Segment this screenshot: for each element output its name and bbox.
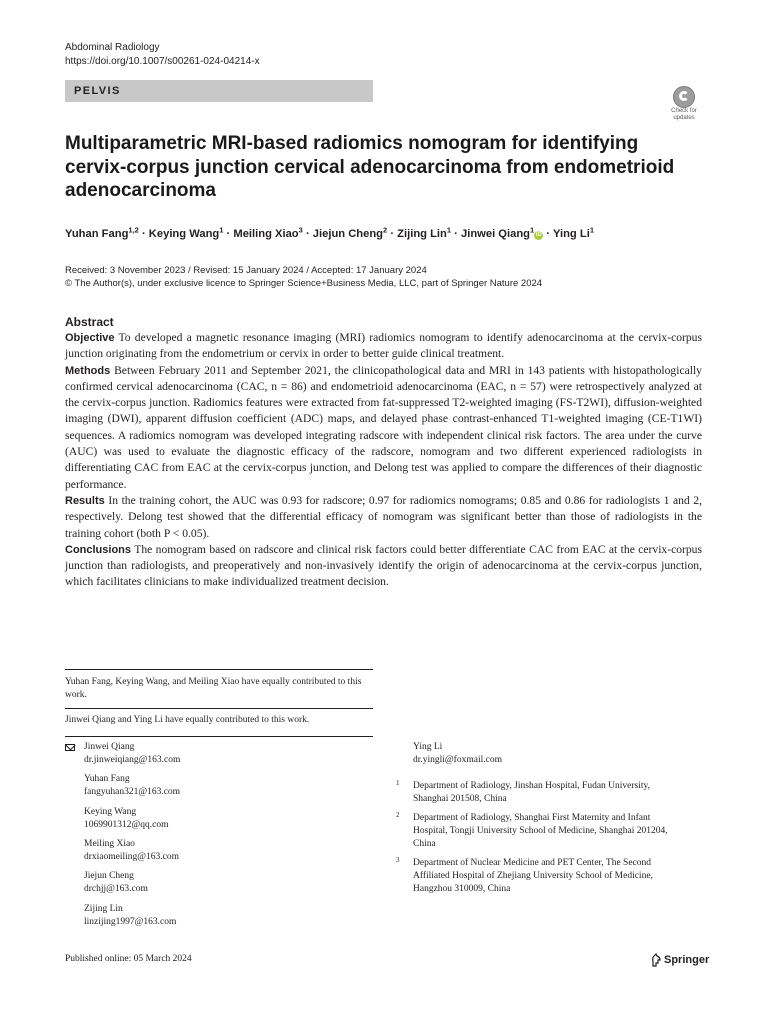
contact-email[interactable]: linzijing1997@163.com (84, 917, 177, 927)
contact-entry (84, 838, 179, 864)
author-separator: · (390, 228, 395, 240)
abstract-conclusions (65, 542, 702, 591)
author-separator: · (141, 228, 146, 240)
doi-link[interactable]: https://doi.org/10.1007/s00261-024-04214-x (65, 56, 260, 67)
contact-name: Yuhan Fang (84, 774, 130, 784)
objective-label: Objective (65, 332, 115, 344)
affiliation-number: 2 (396, 811, 400, 819)
published-date: Published online: 05 March 2024 (65, 954, 192, 964)
author-separator: · (546, 228, 551, 240)
author-name[interactable]: Ying Li (552, 228, 590, 240)
article-dates: Received: 3 November 2023 / Revised: 15 January 2024 / Accepted: 17 January 2024 (65, 265, 427, 276)
article-title: Multiparametric MRI-based radiomics nomogram for identifying cervix-corpus junction cervical adenocarcinoma from endometrioid adenocarcinoma (65, 133, 675, 201)
affiliation-number: 1 (396, 779, 400, 787)
results-text: In the training cohort, the AUC was 0.93 for radscore; 0.97 for radiomics nomograms; 0.85 and 0.86 for radiologists 1 and 2, respectively. Delong test showed that the differential efficacy of nomogram was significant better than those of radiologists in the training cohort (both P < 0.05). (65, 493, 702, 540)
contact-entry (84, 773, 180, 799)
contact-entry (413, 741, 502, 767)
author-separator: · (305, 228, 310, 240)
contact-email[interactable]: dr.jinweiqiang@163.com (84, 755, 181, 765)
abstract-methods (65, 363, 702, 493)
author-affiliation-ref: 1,2 (128, 225, 139, 235)
contact-name: Jiejun Cheng (84, 871, 134, 881)
contact-name: Jinwei Qiang (84, 742, 135, 752)
abstract-objective (65, 330, 702, 363)
contact-entry (84, 806, 168, 832)
contact-entry (84, 870, 148, 896)
contact-name: Keying Wang (84, 807, 137, 817)
footnote-divider (65, 708, 373, 709)
author-name[interactable]: Yuhan Fang (65, 228, 129, 240)
journal-name: Abdominal Radiology (65, 42, 160, 53)
footnote-divider (65, 736, 373, 737)
author-name[interactable]: Zijing Lin (397, 228, 447, 240)
contact-email[interactable]: drchjj@163.com (84, 884, 148, 894)
check-for-updates-label: Check for updates (671, 108, 697, 121)
footnote-divider (65, 669, 373, 670)
contact-email[interactable]: dr.yingli@foxmail.com (413, 755, 502, 765)
author-name[interactable]: Keying Wang (148, 228, 220, 240)
author-affiliation-ref: 2 (383, 225, 388, 235)
author-separator: · (454, 228, 458, 240)
section-label: PELVIS (74, 85, 121, 97)
abstract-heading: Abstract (65, 315, 114, 329)
orcid-icon[interactable]: iD (535, 232, 542, 238)
equal-contribution-note: Jinwei Qiang and Ying Li have equally contributed to this work. (65, 715, 310, 725)
author-affiliation-ref: 1 (589, 225, 594, 235)
results-label: Results (65, 494, 105, 507)
contact-entry (84, 741, 180, 767)
conclusions-text: The nomogram based on radscore and clinical risk factors could better differentiate CAC from EAC at the cervix-corpus junction than radiologists, and preoperatively and non-invasively identify the origin of adenocarcinoma at the cervix-corpus junction, which facilitates clinicians to make individualized treatment decision. (65, 542, 702, 589)
contact-name: Zijing Lin (84, 904, 123, 914)
copyright-notice: © The Author(s), under exclusive licence to Springer Science+Business Media, LLC, part of Springer Nature 2024 (65, 278, 543, 289)
envelope-icon (65, 744, 75, 751)
author-affiliation-ref: 1 (530, 225, 535, 235)
objective-text: To developed a magnetic resonance imaging (MRI) radiomics nomogram to identify adenocarcinoma at the cervix-corpus junction originating from the endometrium or cervix in order to better guide clinical treatment. (65, 331, 702, 361)
contact-entry (84, 903, 176, 929)
contact-email[interactable]: fangyuhan321@163.com (84, 787, 181, 797)
contact-name: Ying Li (413, 742, 443, 752)
affiliation-text: Department of Radiology, Jinshan Hospital, Fudan University, Shanghai 201508, China (413, 781, 651, 804)
publisher-name: Springer (664, 954, 710, 966)
conclusions-label: Conclusions (65, 543, 132, 556)
contact-name: Meiling Xiao (84, 839, 135, 849)
author-affiliation-ref: 1 (446, 225, 452, 235)
author-name[interactable]: Meiling Xiao (233, 228, 299, 240)
affiliation-text: Department of Radiology, Shanghai First Maternity and Infant Hospital, Tongji University School of Medicine, Shanghai 201204, China (413, 813, 668, 849)
methods-label: Methods (65, 364, 111, 377)
affiliation-text: Department of Nuclear Medicine and PET Center, The Second Affiliated Hospital of Zhejiang University School of Medicine, Hangzhou 310009, China (413, 858, 653, 894)
author-separator: · (226, 228, 231, 240)
contact-email[interactable]: 1069901312@qq.com (84, 820, 169, 830)
methods-text: Between February 2011 and September 2021, the clinicopathological data and MRI in 143 patients with histopathologically confirmed cervical adenocarcinoma (CAC, n = 86) and endometrioid adenocarcinoma (EAC, n = 57) were retrospectively analyzed at the cervix-corpus junction. Radiomics features were extracted from fat-suppressed T2-weighted imaging (FS-T2WI), diffusion-weighted imaging (DWI), apparent diffusion coefficient (ADC) maps, and delayed phase contrast-enhanced T1-weighted imaging (CE-T1WI) sequences. A radiomics nomogram was developed integrating radscore with independent clinical risk factors. The area under the curve (AUC) was used to evaluate the diagnostic efficacy of the radscore, nomogram and two different experienced radiologists in differentiating CAC from EAC at the cervix-corpus junction, and Delong test was applied to compare the differences of their diagnostic performance. (65, 363, 702, 491)
affiliation-number: 3 (396, 856, 400, 864)
abstract-results (65, 493, 702, 542)
equal-contribution-note: Yuhan Fang, Keying Wang, and Meiling Xiao have equally contributed to this work. (65, 677, 362, 700)
author-name[interactable]: Jiejun Cheng (312, 228, 384, 240)
contact-email[interactable]: drxiaomeiling@163.com (84, 852, 180, 862)
check-for-updates-badge[interactable] (666, 86, 702, 124)
check-for-updates-icon (673, 86, 695, 108)
author-affiliation-ref: 1 (219, 225, 224, 235)
abstract-body (65, 330, 702, 591)
springer-horse-icon (650, 953, 662, 967)
section-bar (65, 80, 373, 102)
author-list (65, 226, 705, 242)
author-affiliation-ref: 3 (298, 225, 303, 235)
author-name[interactable]: Jinwei Qiang (461, 228, 531, 240)
